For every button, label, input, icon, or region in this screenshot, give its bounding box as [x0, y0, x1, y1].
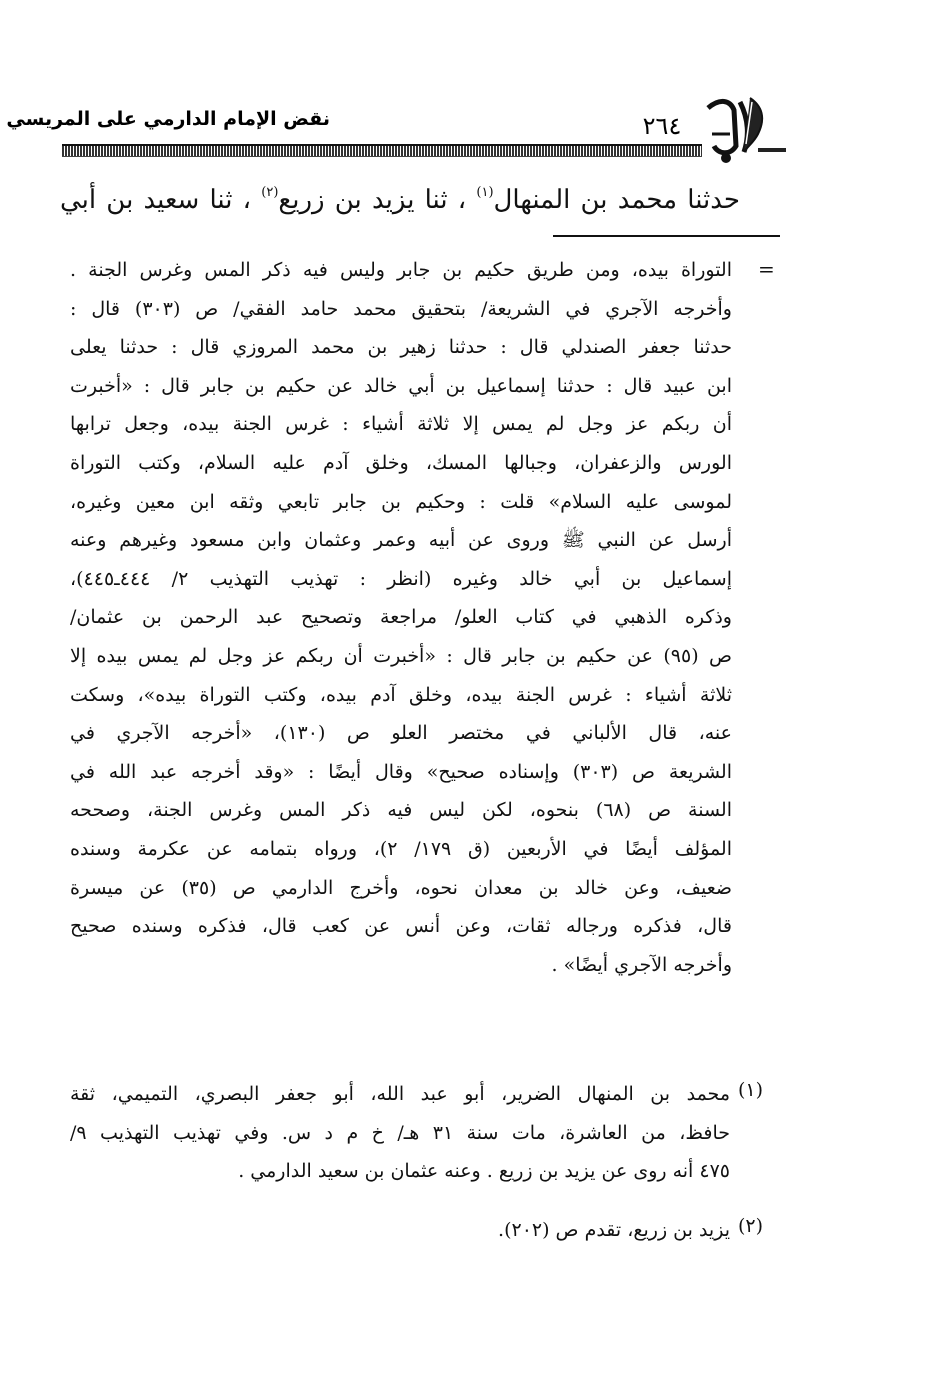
- quill-ornament-icon: [700, 88, 784, 166]
- footnote-continuation: [70, 251, 732, 984]
- footnote-2: [70, 1211, 730, 1250]
- footnote-line: قال، فذكره ورجاله ثقات، وعن أنس عن كعب قال، فذكره وسنده صحيح: [70, 915, 732, 938]
- footnote-line: ص (٩٥) عن حكيم بن جابر قال : «أخبرت أن ربكم عز وجل لم يمس بيده إلا: [70, 644, 732, 667]
- main-text-part: ، ثنا سعيد بن أبي: [60, 185, 262, 215]
- footnote-line: التوراة بيده، ومن طريق حكيم بن جابر وليس فيه ذكر المس وغرس الجنة .: [70, 259, 732, 281]
- footnote-line: لموسى عليه السلام» قلت : وحكيم بن جابر تابعي وثقه ابن معين وغيره،: [70, 490, 732, 513]
- footnote-line: ضعيف، وعن خالد بن معدان نحوه، وأخرج الدارمي ص (٣٥) عن ميسرة: [70, 876, 732, 899]
- footnote-line: وأخرجه الآجري أيضًا» .: [551, 953, 732, 976]
- main-text-part: ، ثنا يزيد بن زريع: [278, 185, 477, 215]
- footnote-line: المؤلف أيضًا في الأربعين (ق ١٧٩/ ٢)، ورواه بتمامه عن عكرمة وسنده: [70, 837, 732, 860]
- header-rule: [62, 144, 702, 157]
- footnote-line: أن ربكم عز وجل لم يمس إلا ثلاثة أشياء : غرس الجنة بيده، وجعل ترابها: [70, 413, 732, 436]
- footnote-line: وأخرجه الآجري في الشريعة/ بتحقيق محمد حامد الفقي/ ص (٣٠٣) قال :: [70, 297, 732, 320]
- footnote-line: حدثنا جعفر الصندلي قال : حدثنا زهير بن محمد المروزي قال : حدثنا يعلى: [70, 336, 732, 359]
- footnote-line: أرسل عن النبي ﷺ وروى عن أبيه وعمر وعثمان وابن مسعود وغيرهم وعنه: [70, 529, 732, 552]
- footnote-line: ثلاثة أشياء : غرس الجنة بيده، وخلق آدم بيده، وكتب التوراة بيده»، وسكت: [70, 683, 732, 706]
- footnote-line: إسماعيل بن أبي خالد وغيره (انظر : تهذيب التهذيب ٢/ ٤٤٤ـ٤٤٥)،: [70, 567, 732, 590]
- main-text-part: حدثنا محمد بن المنهال: [493, 185, 741, 215]
- page-number: ٢٦٤: [642, 112, 682, 140]
- footnote-line: يزيد بن زريع، تقدم ص (٢٠٢).: [498, 1219, 730, 1241]
- continuation-marker: =: [758, 257, 775, 281]
- footnote-line: الورس والزعفران، وجبالها المسك، وخلق آدم عليه السلام، وكتب التوراة: [70, 451, 732, 474]
- footnote-line: ٤٧٥ أنه روى عن يزيد بن زريع . وعنه عثمان بن سعيد الدارمي .: [238, 1160, 730, 1183]
- footnote-line: حافظ، من العاشرة، مات سنة ٣١ هـ/ خ م د س. وفي تهذيب التهذيب ٩/: [70, 1121, 730, 1144]
- footnote-line: ابن عبيد قال : حدثنا إسماعيل بن أبي خالد عن حكيم بن جابر قال : «أخبرت: [70, 374, 732, 397]
- footnote-number-1: (١): [738, 1079, 764, 1101]
- footnote-separator: [553, 235, 780, 237]
- main-text-line: [60, 180, 740, 220]
- footnote-ref-2: (٢): [261, 185, 279, 200]
- footnote-line: محمد بن المنهال الضرير، أبو عبد الله، أبو جعفر البصري، التميمي، ثقة: [70, 1083, 730, 1105]
- footnote-line: عنه، قال الألباني في مختصر العلو ص (١٣٠)، «أخرجه الآجري في: [70, 722, 732, 745]
- footnote-line: الشريعة ص (٣٠٣) وإسناده صحيح» وقال أيضًا : «وقد أخرجه عبد الله في: [70, 760, 732, 783]
- footnote-line: السنة ص (٦٨) بنحوه، لكن ليس فيه ذكر المس وغرس الجنة، وصححه: [70, 799, 732, 822]
- footnote-number-2: (٢): [738, 1215, 764, 1237]
- footnote-1: [70, 1075, 730, 1191]
- footnote-ref-1: (١): [476, 185, 494, 200]
- running-header-title: نقض الإمام الدارمي على المريسي: [6, 108, 330, 130]
- footnote-line: وذكره الذهبي في كتاب العلو/ مراجعة وتصحيح عبد الرحمن بن عثمان/: [70, 606, 732, 629]
- header-rule-end: [758, 148, 786, 152]
